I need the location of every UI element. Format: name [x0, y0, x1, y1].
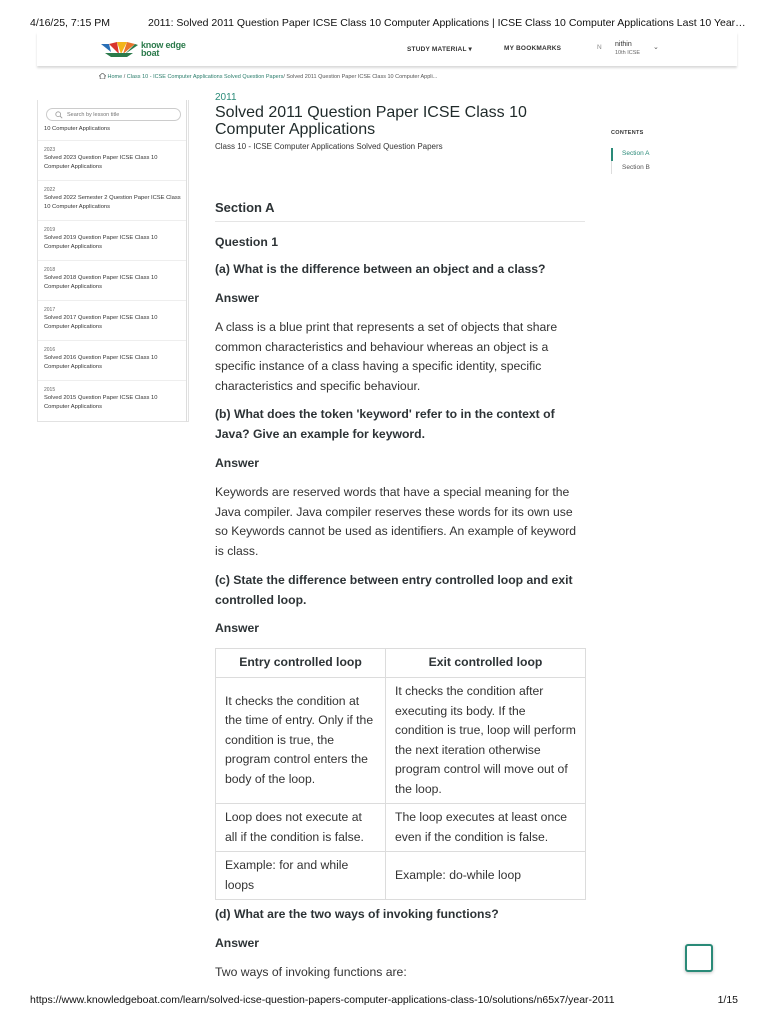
breadcrumb-class10[interactable]: Class 10 - ICSE Computer Applications Solved Question Papers [126, 74, 284, 80]
nav-my-bookmarks[interactable]: MY BOOKMARKS [504, 45, 562, 52]
site-header [37, 32, 737, 66]
user-class: 10th ICSE [615, 50, 641, 56]
table-cell: Example: for and while loops [216, 852, 386, 900]
table-cell: Loop does not execute at all if the condition is false. [216, 804, 386, 852]
sidebar-item-year: 2016 [44, 347, 56, 353]
sidebar-item-year: 2015 [44, 387, 56, 393]
divider [38, 220, 186, 221]
sidebar-item-year: 2022 [44, 187, 56, 193]
table-row [216, 852, 586, 900]
search-icon [55, 111, 63, 119]
sidebar-item-label: Solved 2023 Question Paper ICSE Class 10 Computer Applications [44, 155, 158, 170]
answer-d-intro: Two ways of invoking functions are: [215, 965, 407, 979]
sidebar-item-year: 2019 [44, 227, 56, 233]
sidebar-scrollbar[interactable] [186, 100, 187, 422]
sidebar-item-label: Solved 2015 Question Paper ICSE Class 10 Computer Applications [44, 395, 158, 410]
page-title: Solved 2011 Question Paper ICSE Class 10 Computer Applications [215, 104, 527, 138]
user-name[interactable]: nithin [615, 41, 632, 48]
table-cell: The loop executes at least once even if the condition is false. [386, 804, 586, 852]
section-a-heading: Section A [215, 200, 275, 215]
divider [215, 221, 585, 222]
sidebar-item-label: Solved 2019 Question Paper ICSE Class 10 Computer Applications [44, 235, 158, 250]
table-row [216, 678, 586, 804]
toc-item-section-b[interactable]: Section B [622, 164, 650, 171]
table-header: Exit controlled loop [386, 649, 586, 678]
table-header-row [216, 649, 586, 678]
table-header: Entry controlled loop [216, 649, 386, 678]
sidebar-item-label: Solved 2016 Question Paper ICSE Class 10 Computer Applications [44, 355, 158, 370]
chevron-down-icon[interactable]: ⌄ [653, 44, 659, 51]
search-input[interactable] [67, 110, 177, 120]
sidebar-item-2022[interactable] [44, 186, 184, 212]
question-d: (d) What are the two ways of invoking functions? [215, 907, 499, 921]
answer-label: Answer [215, 291, 260, 305]
breadcrumb-home[interactable]: Home [107, 74, 123, 80]
sidebar-item-year: 2018 [44, 267, 56, 273]
divider [38, 140, 186, 141]
logo-text-line1: know edge [141, 40, 186, 50]
breadcrumb-separator: / [122, 74, 127, 80]
divider [38, 380, 186, 381]
print-footer [0, 994, 768, 1014]
avatar[interactable]: N [597, 44, 602, 51]
lesson-search[interactable] [46, 108, 181, 121]
breadcrumb-current: / Solved 2011 Question Paper ICSE Class 10 Computer Appli... [283, 74, 438, 80]
divider [38, 300, 186, 301]
divider [38, 260, 186, 261]
sidebar-item-current-partial[interactable]: 10 Computer Applications [44, 126, 111, 132]
boat-logo-icon [99, 38, 139, 58]
print-url: https://www.knowledgeboat.com/learn/solved-icse-question-papers-computer-applications-class-10/solutions/n65x7/year-2011 [30, 994, 615, 1006]
answer-b: Keywords are reserved words that have a special meaning for the Java compiler. Java compiler reserves these words for its own use so Keywords cannot be used as identifiers. An example of keyword is class. [215, 485, 577, 558]
comparison-table [215, 648, 586, 900]
sidebar-item-2015[interactable] [44, 386, 184, 412]
breadcrumb [99, 73, 437, 80]
sidebar-item-2018[interactable] [44, 266, 184, 292]
toc-title: CONTENTS [611, 130, 644, 136]
table-of-contents [611, 130, 691, 171]
sidebar-item-2016[interactable] [44, 346, 184, 372]
table-row [216, 804, 586, 852]
print-header [0, 0, 768, 30]
sidebar-item-2017[interactable] [44, 306, 184, 332]
divider [38, 180, 186, 181]
answer-label: Answer [215, 621, 260, 635]
lesson-sidebar [37, 100, 189, 422]
home-icon[interactable] [99, 73, 106, 79]
sidebar-item-label: Solved 2017 Question Paper ICSE Class 10 Computer Applications [44, 315, 158, 330]
knowledgeboat-logo[interactable] [99, 38, 199, 60]
print-page-number: 1/15 [717, 994, 738, 1006]
sidebar-item-label: Solved 2018 Question Paper ICSE Class 10 Computer Applications [44, 275, 158, 290]
floating-action-button[interactable] [685, 944, 713, 972]
sidebar-item-year: 2023 [44, 147, 56, 153]
table-cell: It checks the condition at the time of entry. Only if the condition is true, the program control enters the body of the loop. [216, 678, 386, 804]
question-a: (a) What is the difference between an object and a class? [215, 262, 546, 276]
table-cell: It checks the condition after executing its body. If the condition is true, loop will perform the next iteration otherwise program control will move out of the loop. [386, 678, 586, 804]
divider [38, 340, 186, 341]
question-heading: Question 1 [215, 235, 278, 249]
answer-label: Answer [215, 936, 260, 950]
question-c: (c) State the difference between entry controlled loop and exit controlled loop. [215, 573, 573, 607]
print-date: 4/16/25, 7:15 PM [30, 17, 110, 29]
sidebar-item-2019[interactable] [44, 226, 184, 252]
table-cell: Example: do-while loop [386, 852, 586, 900]
nav-study-material[interactable]: STUDY MATERIAL ▾ [407, 46, 472, 53]
question-b: (b) What does the token 'keyword' refer to in the context of Java? Give an example for keyword. [215, 407, 555, 441]
sidebar-item-label: Solved 2022 Semester 2 Question Paper ICSE Class 10 Computer Applications [44, 195, 181, 210]
article-year: 2011 [215, 92, 237, 103]
sidebar-item-2023[interactable] [44, 146, 184, 172]
answer-a: A class is a blue print that represents a set of objects that share common characteristics and behaviour whereas an object is a specific instance of a class having a specific identity, specific characteristics and specific behaviour. [215, 320, 558, 393]
logo-text-line2: boat [141, 48, 160, 58]
print-doc-title: 2011: Solved 2011 Question Paper ICSE Class 10 Computer Applications | ICSE Class 10 Computer Applications Last 10 Year… [148, 17, 746, 29]
page-subtitle[interactable]: Class 10 - ICSE Computer Applications Solved Question Papers [215, 142, 443, 151]
toc-active-indicator [611, 148, 613, 161]
sidebar-item-year: 2017 [44, 307, 56, 313]
toc-item-section-a[interactable]: Section A [622, 150, 650, 157]
answer-label: Answer [215, 456, 260, 470]
